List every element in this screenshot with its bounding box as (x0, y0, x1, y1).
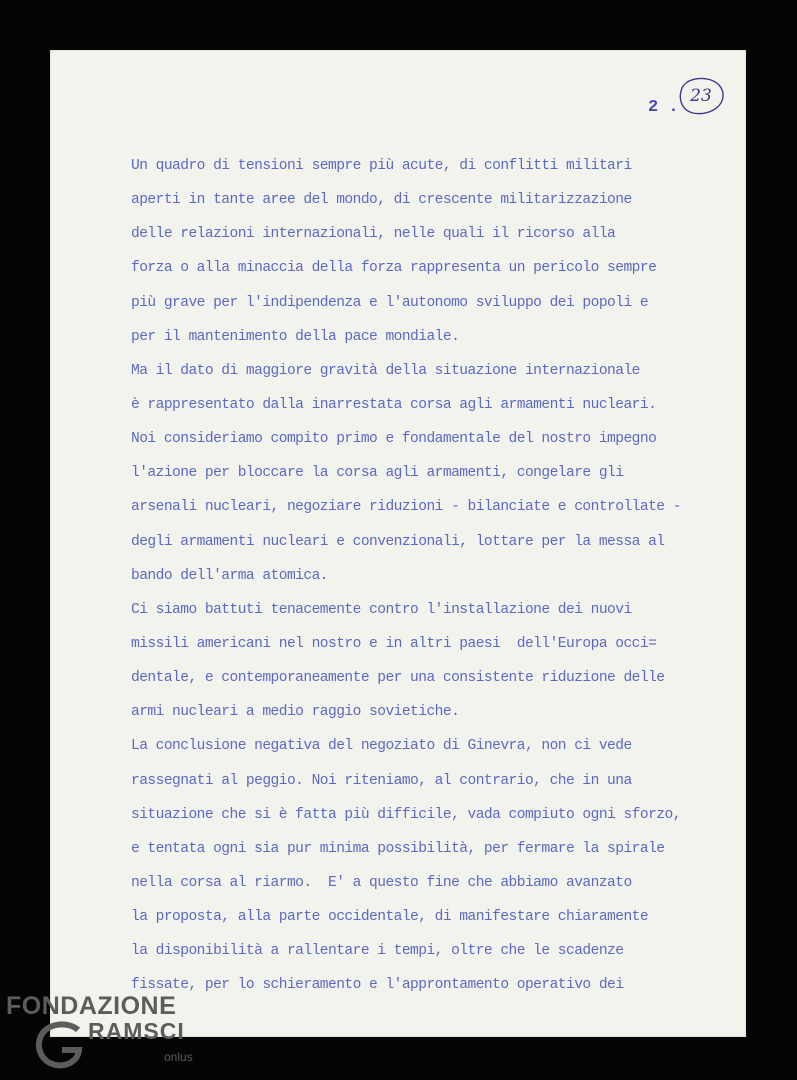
text-line: e tentata ogni sia pur minima possibilità, per fermare la spirale (131, 840, 665, 857)
gramsci-g-logo-icon (34, 1020, 84, 1070)
text-line: Ci siamo battuti tenacemente contro l'installazione dei nuovi (131, 601, 632, 618)
text-line: nella corsa al riarmo. E' a questo fine che abbiamo avanzato (131, 874, 632, 891)
text-line: l'azione per bloccare la corsa agli armamenti, congelare gli (131, 465, 624, 482)
text-line: rassegnati al peggio. Noi riteniamo, al contrario, che in una (131, 772, 632, 789)
text-line: la proposta, alla parte occidentale, di manifestare chiaramente (131, 909, 649, 926)
document-page (50, 50, 746, 1037)
watermark-line-2: RAMSCI (88, 1018, 185, 1044)
text-line: degli armamenti nucleari e convenzionali, lottare per la messa al (131, 533, 665, 550)
page-number: 2 . (648, 98, 679, 117)
text-line: Ma il dato di maggiore gravità della situazione internazionale (131, 362, 640, 379)
text-line: dentale, e contemporaneamente per una consistente riduzione delle (131, 670, 665, 687)
text-line: Noi consideriamo compito primo e fondamentale del nostro impegno (131, 431, 657, 448)
text-line: per il mantenimento della pace mondiale. (131, 328, 460, 345)
text-line: la disponibilità a rallentare i tempi, oltre che le scadenze (131, 943, 624, 960)
text-line: La conclusione negativa del negoziato di Ginevra, non ci vede (131, 738, 632, 755)
text-line: più grave per l'indipendenza e l'autonomo sviluppo dei popoli e (131, 294, 649, 311)
text-line: delle relazioni internazionali, nelle quali il ricorso alla (131, 226, 616, 243)
text-line: fissate, per lo schieramento e l'approntamento operativo dei (131, 977, 624, 994)
text-line: è rappresentato dalla inarrestata corsa agli armamenti nucleari. (131, 396, 657, 413)
watermark-line-1: FONDAZIONE (6, 992, 177, 1020)
typed-text-body (131, 149, 731, 1003)
watermark-line-3: onlus (164, 1050, 193, 1064)
text-line: bando dell'arma atomica. (131, 567, 328, 584)
text-line: forza o alla minaccia della forza rappresenta un pericolo sempre (131, 260, 657, 277)
text-line: Un quadro di tensioni sempre più acute, di conflitti militari (131, 158, 632, 174)
text-line: situazione che si è fatta più difficile, vada compiuto ogni sforzo, (131, 806, 681, 823)
text-line: missili americani nel nostro e in altri paesi dell'Europa occi= (131, 635, 657, 652)
fondazione-gramsci-watermark (6, 992, 206, 1072)
text-line: armi nucleari a medio raggio sovietiche. (131, 704, 460, 721)
folio-label: 23 (690, 86, 712, 106)
text-line: aperti in tante aree del mondo, di crescente militarizzazione (131, 192, 632, 209)
text-line: arsenali nucleari, negoziare riduzioni - bilanciate e controllate - (131, 499, 681, 516)
folio-number (677, 76, 725, 116)
